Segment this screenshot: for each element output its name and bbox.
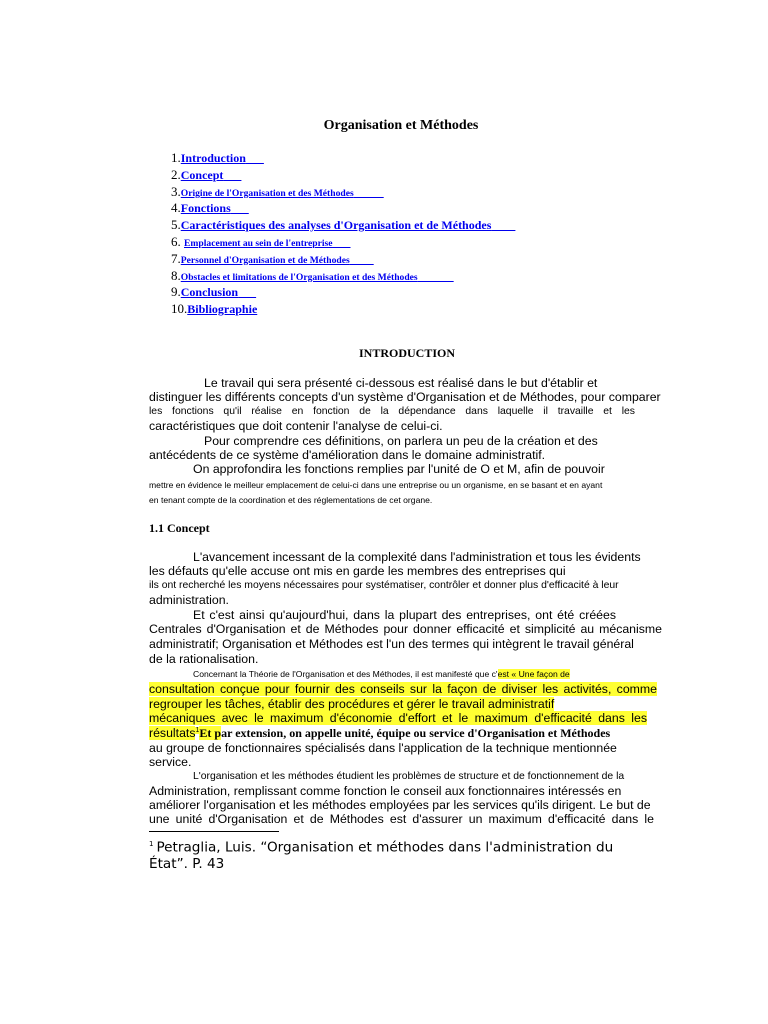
toc-link-trail [418, 269, 454, 283]
footnote-reference[interactable]: 1 [195, 726, 200, 734]
toc-number: 3. [171, 183, 181, 199]
toc-item-personnel [171, 251, 515, 268]
highlighted-bold-text: Et p [199, 726, 222, 740]
paragraph-line: L'organisation et les méthodes étudient les problèmes de structure et de fonctionnement de la [193, 771, 625, 782]
toc-item-caracteristiques [171, 217, 515, 234]
toc-number: 8. [171, 267, 181, 283]
toc-link-trail [238, 285, 256, 299]
toc-link-caracteristiques[interactable]: Caractéristiques des analyses d'Organisation et de Méthodes [180, 218, 492, 233]
toc-item-bibliographie [171, 301, 515, 318]
footnote-mark: 1 [149, 840, 154, 848]
toc-item-obstacles [171, 268, 515, 285]
section-heading-introduction: INTRODUCTION [358, 346, 455, 360]
paragraph-line: Et c'est ainsi qu'aujourd'hui, dans la plupart des entreprises, ont été créées [193, 608, 616, 622]
toc-link-trail [231, 201, 249, 215]
paragraph-line: caractéristiques que doit contenir l'analyse de celui-ci. [149, 419, 443, 433]
toc-link-emplacement[interactable]: Emplacement au sein de l'entreprise [184, 237, 333, 249]
toc-link-introduction[interactable]: Introduction [180, 151, 246, 165]
bold-text: ar extension, on appelle unité, équipe ou service d'Organisation et Méthodes [221, 726, 611, 740]
paragraph-line: distinguer les différents concepts d'un système d'Organisation et de Méthodes, pour comparer [149, 390, 661, 404]
toc-link-trail [333, 235, 351, 249]
toc-link-concept[interactable]: Concept [180, 167, 224, 182]
paragraph-line: au groupe de fonctionnaires spécialisés dans l'application de la technique mentionnée [149, 741, 617, 755]
paragraph-line: les fonctions qu'il réalise en fonction de la dépendance dans laquelle il travaille et les [149, 406, 635, 417]
paragraph-line: administratif; Organisation et Méthodes est l'un des termes qui intègrent le travail général [149, 637, 634, 651]
paragraph-line: Centrales d'Organisation et de Méthodes pour donner efficacité et simplicité au mécanisme [149, 622, 662, 636]
toc-item-concept [171, 167, 515, 184]
toc-item-emplacement [171, 234, 515, 251]
paragraph-line [193, 667, 663, 681]
toc-link-origine[interactable]: Origine de l'Organisation et des Méthodes [180, 187, 354, 199]
toc-link-bibliographie[interactable]: Bibliographie [187, 302, 258, 317]
paragraph-line: mettre en évidence le meilleur emplacement de celui-ci dans une entreprise ou un organisme, en se basant et en ayant [149, 480, 603, 490]
paragraph-line: de la rationalisation. [149, 652, 259, 666]
paragraph-line: améliorer l'organisation et les méthodes employées par les services qu'ils dirigent. Le but de [149, 798, 651, 812]
highlighted-quote: regrouper les tâches, établir des procédures et gérer le travail administratif [149, 697, 555, 711]
paragraph-line: On approfondira les fonctions remplies par l'unité de O et M, afin de pouvoir [193, 462, 605, 476]
paragraph-line: administration. [149, 593, 229, 607]
paragraph-line: une unité d'Organisation et de Méthodes est d'assurer un maximum d'efficacité dans le [149, 812, 654, 826]
paragraph-line: Le travail qui sera présenté ci-dessous est réalisé dans le but d'établir et [204, 376, 598, 390]
highlighted-quote: mécaniques avec le maximum d'économie d'effort et le maximum d'efficacité dans les [149, 711, 647, 725]
highlighted-line [149, 711, 647, 725]
paragraph-line: Pour comprendre ces définitions, on parlera un peu de la création et des [204, 434, 598, 448]
footnote-separator [149, 831, 279, 832]
toc-number: 7. [171, 250, 181, 266]
toc-link-trail [246, 151, 264, 165]
toc-link-conclusion[interactable]: Conclusion [180, 285, 239, 300]
toc-number: 1. [171, 150, 181, 165]
paragraph-line [149, 726, 657, 740]
footnote-text: Petraglia, Luis. “Organisation et méthodes dans l'administration du État”. P. 43 [149, 839, 614, 873]
paragraph-line: antécédents de ce système d'amélioration dans le domaine administratif. [149, 448, 546, 462]
footnote [149, 836, 619, 873]
toc-number: 2. [171, 166, 181, 182]
table-of-contents [171, 150, 515, 318]
paragraph-line: service. [149, 755, 192, 769]
toc-item-fonctions [171, 200, 515, 217]
document-title: Organisation et Méthodes [323, 118, 479, 133]
toc-item-conclusion [171, 284, 515, 301]
highlighted-line [149, 697, 657, 711]
toc-item-origine [171, 184, 515, 201]
toc-number: 4. [171, 200, 181, 216]
toc-link-fonctions[interactable]: Fonctions [180, 201, 231, 216]
section-heading-concept: 1.1 Concept [149, 521, 210, 535]
paragraph-line: Administration, remplissant comme fonction le conseil aux fonctionnaires intéressés en [149, 784, 622, 798]
toc-number: 6. [171, 233, 184, 249]
paragraph-text: Concernant la Théorie de l'Organisation et des Méthodes, il est manifesté que c' [193, 669, 498, 679]
toc-number: 10. [171, 301, 188, 317]
paragraph-line: en tenant compte de la coordination et des réglementations de cet organe. [149, 495, 433, 505]
toc-number: 9. [171, 284, 181, 300]
toc-number: 5. [171, 217, 181, 233]
toc-link-trail [491, 218, 515, 232]
toc-item-introduction [171, 150, 515, 167]
paragraph-line: L'avancement incessant de la complexité dans l'administration et tous les évidents [193, 550, 641, 564]
paragraph-line: les défauts qu'elle accuse ont mis en garde les membres des entreprises qui [149, 564, 566, 578]
highlighted-line [149, 682, 657, 696]
toc-link-obstacles[interactable]: Obstacles et limitations de l'Organisation et des Méthodes [180, 271, 418, 283]
toc-link-trail [223, 168, 241, 182]
highlighted-quote: est « Une façon de [497, 669, 570, 679]
toc-link-trail [350, 252, 374, 266]
highlighted-quote: résultats [149, 726, 196, 740]
highlighted-quote: consultation conçue pour fournir des conseils sur la façon de diviser les activités, comme [149, 682, 657, 696]
toc-link-personnel[interactable]: Personnel d'Organisation et de Méthodes [180, 254, 350, 266]
toc-link-trail [354, 185, 384, 199]
paragraph-line: ils ont recherché les moyens nécessaires pour systématiser, contrôler et donner plus d'efficacité à leur [149, 580, 619, 591]
